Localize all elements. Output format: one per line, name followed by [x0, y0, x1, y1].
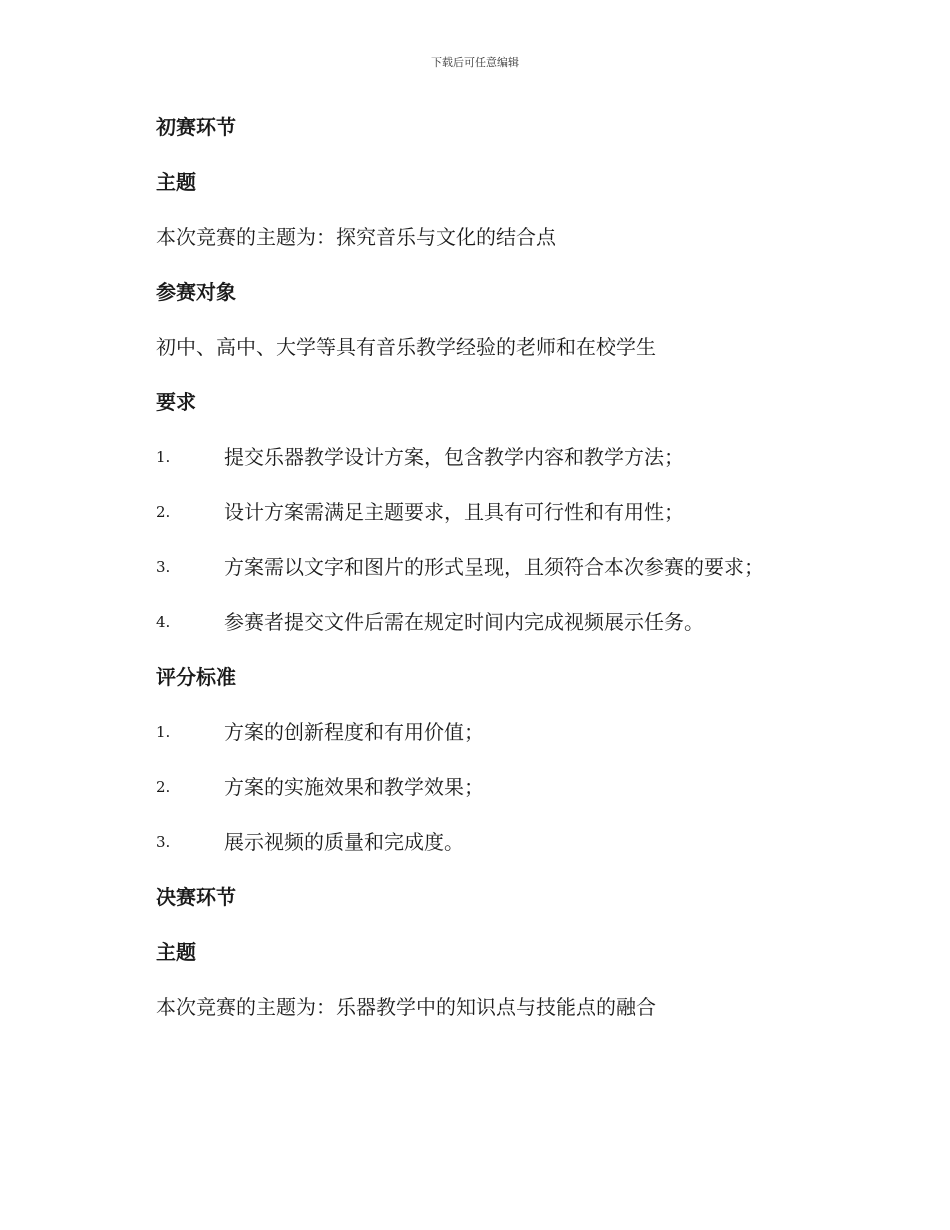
list-item-number: 1.: [156, 448, 171, 466]
document-body: [156, 108, 836, 1043]
list-item-text: 方案的实施效果和教学效果；: [224, 775, 484, 799]
list-item-text: 展示视频的质量和完成度。: [224, 830, 464, 854]
list-item-number: 3.: [156, 558, 171, 576]
list-item: [156, 438, 836, 493]
list-item-number: 2.: [156, 503, 171, 521]
requirements-heading: 要求: [156, 390, 196, 414]
criteria-heading: 评分标准: [156, 665, 236, 689]
list-item-text: 设计方案需满足主题要求，且具有可行性和有用性；: [224, 500, 684, 524]
section-title-final: 决赛环节: [156, 885, 236, 909]
list-item-text: 提交乐器教学设计方案，包含教学内容和教学方法；: [224, 445, 684, 469]
list-item-number: 3.: [156, 833, 171, 851]
participants-heading: 参赛对象: [156, 280, 236, 304]
page-header-note: 下载后可任意编辑: [431, 56, 519, 69]
list-item-text: 方案需以文字和图片的形式呈现，且须符合本次参赛的要求；: [224, 555, 764, 579]
final-theme-heading: 主题: [156, 940, 196, 964]
list-item: [156, 493, 836, 548]
section-title-preliminary: 初赛环节: [156, 115, 236, 139]
list-item-number: 1.: [156, 723, 171, 741]
list-item: [156, 548, 836, 603]
final-theme-text: 本次竞赛的主题为：乐器教学中的知识点与技能点的融合: [156, 995, 656, 1019]
list-item: [156, 603, 836, 658]
list-item-number: 2.: [156, 778, 171, 796]
list-item: [156, 823, 836, 878]
theme-heading: 主题: [156, 170, 196, 194]
theme-text: 本次竞赛的主题为：探究音乐与文化的结合点: [156, 225, 556, 249]
list-item: [156, 713, 836, 768]
list-item-text: 方案的创新程度和有用价值；: [224, 720, 484, 744]
list-item-number: 4.: [156, 613, 171, 631]
list-item: [156, 768, 836, 823]
participants-text: 初中、高中、大学等具有音乐教学经验的老师和在校学生: [156, 335, 656, 359]
list-item-text: 参赛者提交文件后需在规定时间内完成视频展示任务。: [224, 610, 704, 634]
